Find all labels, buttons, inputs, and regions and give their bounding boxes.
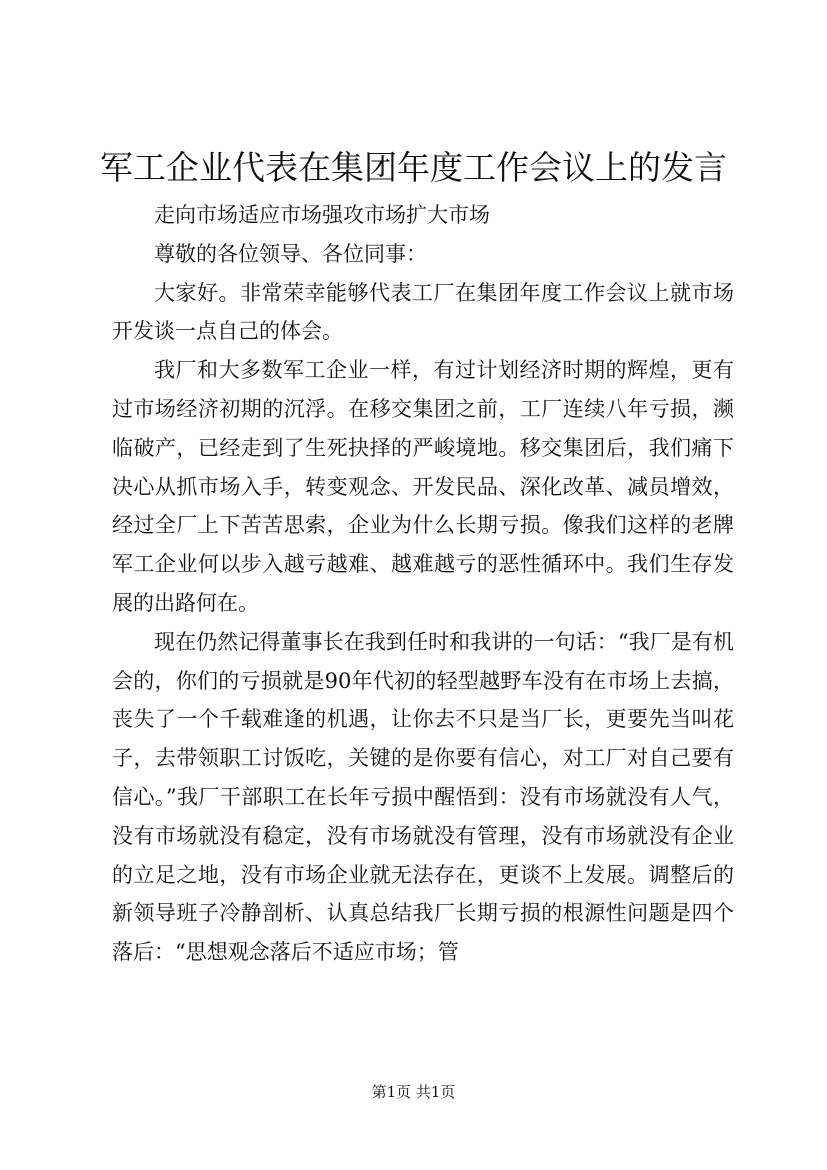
- paragraph-history: 我厂和大多数军工企业一样，有过计划经济时期的辉煌，更有过市场经济初期的沉浮。在移交集团之前，工厂连续八年亏损，濒临破产，已经走到了生死抉择的严峻境地。移交集团后，我们痛下决心从抓市场入手，转变观念、开发民品、深化改革、减员增效，经过全厂上下苦苦思索，企业为什么长期亏损。像我们这样的老牌军工企业何以步入越亏越难、越难越亏的恶性循环中。我们生存发展的出路何在。: [112, 358, 734, 615]
- paragraph-salutation: 尊敬的各位领导、各位同事：: [154, 241, 427, 266]
- paragraph-subtitle: 走向市场适应市场强攻市场扩大市场: [154, 203, 490, 227]
- page-footer: 第1页 共1页: [371, 1083, 456, 1101]
- paragraph-quote: 现在仍然记得董事长在我到任时和我讲的一句话：“我厂是有机会的，你们的亏损就是90年代初的轻型越野车没有在市场上去搞，丧失了一个千载难逢的机遇，让你去不只是当厂长，更要先当叫花子，去带领职工讨饭吃，关键的是你要有信心，对工厂对自己要有信心。”我厂干部职工在长年亏损中醒悟到：没有市场就没有人气，没有市场就没有稳定，没有市场就没有管理，没有市场就没有企业的立足之地，没有市场企业就无法存在，更谈不上发展。调整后的新领导班子冷静剖析、认真总结我厂长期亏损的根源性问题是四个落后：“思想观念落后不适应市场；管: [112, 629, 734, 965]
- paragraph-greeting: 大家好。非常荣幸能够代表工厂在集团年度工作会议上就市场开发谈一点自己的体会。: [112, 280, 734, 344]
- document-body: [112, 196, 734, 972]
- document-title: 军工企业代表在集团年度工作会议上的发言: [100, 148, 727, 187]
